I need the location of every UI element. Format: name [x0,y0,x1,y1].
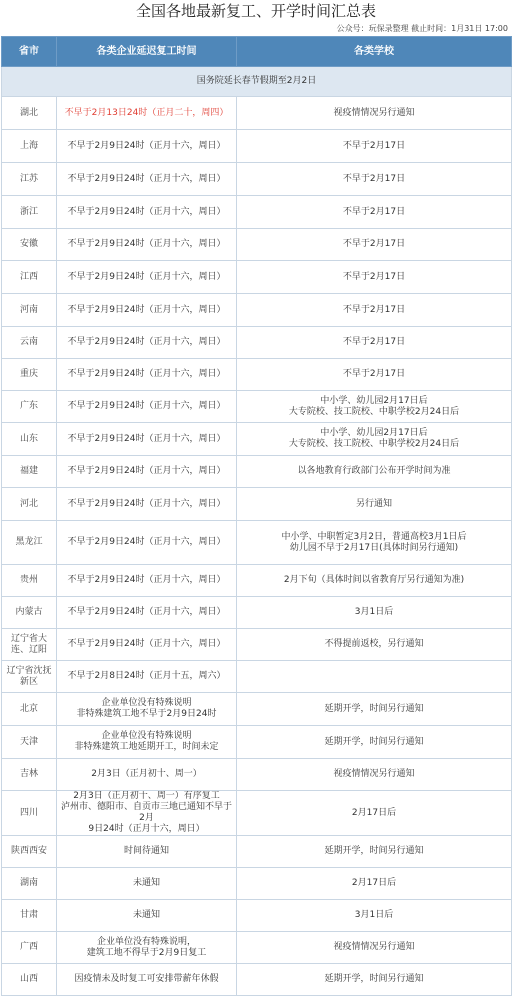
school-text: 不早于2月17日 [342,337,406,347]
table-row [2,836,512,868]
work-resume-text: 泸州市、德阳市、自贡市三地已通知不早于2月 [60,802,232,823]
province-cell: 辽宁省大连、辽阳 [2,629,57,661]
work-resume-text: 不早于2月9日24时（正月十六，周日） [67,607,226,617]
table-row [2,597,512,629]
province-cell: 重庆 [2,359,57,391]
table-row [2,97,512,130]
table-row [2,726,512,759]
province-cell: 江西 [2,261,57,294]
school-text: 延期开学，时间另行通知 [324,974,424,984]
work-resume-cell [57,521,237,565]
work-resume-cell [57,359,237,391]
table-header [2,37,512,67]
work-resume-text: 时间待通知 [123,846,169,856]
work-resume-text: 2月3日（正月初十、周一）有序复工 [73,791,220,801]
province-cell: 甘肃 [2,900,57,932]
school-cell [237,868,512,900]
table-row [2,791,512,836]
table-row [2,868,512,900]
school-text: 延期开学，时间另行通知 [324,846,424,856]
school-text: 视疫情情况另行通知 [333,942,415,952]
work-resume-cell [57,597,237,629]
work-resume-cell [57,423,237,456]
province-cell: 湖南 [2,868,57,900]
work-resume-text: 企业单位没有特殊说明 [101,698,192,708]
school-text: 2月17日后 [351,878,397,888]
header-school: 各类学校 [237,37,512,67]
province-cell: 北京 [2,693,57,726]
work-resume-cell [57,130,237,163]
province-cell: 贵州 [2,565,57,597]
school-text: 中小学、中职暂定3月2日，普通高校3月1日后 [281,531,467,542]
work-resume-text: 9日24时（正月十六，周日） [88,824,205,834]
school-text: 视疫情情况另行通知 [333,107,415,118]
province-cell: 福建 [2,456,57,488]
work-resume-text: 不早于2月9日24时（正月十六，周日） [67,575,226,585]
table-row [2,932,512,964]
work-resume-text: 不早于2月9日24时（正月十六，周日） [67,206,226,217]
work-resume-text: 2月3日（正月初十、周一） [91,769,202,779]
school-text: 不早于2月17日 [342,173,406,184]
work-resume-text: 不早于2月8日24时（正月十五，周六） [67,671,226,681]
school-text: 延期开学，时间另行通知 [324,703,424,714]
work-resume-cell [57,196,237,229]
work-resume-text: 不早于2月9日24时（正月十六，周日） [67,639,226,649]
work-resume-cell [57,261,237,294]
province-cell: 山东 [2,423,57,456]
school-cell [237,661,512,693]
table-row [2,423,512,456]
table-row [2,261,512,294]
school-cell [237,488,512,521]
school-cell [237,836,512,868]
school-cell [237,327,512,359]
work-resume-cell [57,932,237,964]
table-row [2,163,512,196]
school-text: 中小学、幼儿园2月17日后 [320,395,428,406]
work-resume-cell [57,294,237,327]
school-text: 不早于2月17日 [342,140,406,151]
school-text: 3月1日后 [354,910,394,920]
source-and-deadline: 公众号：玩保录整理 截止时间：1月31日 17:00 [336,24,508,33]
work-resume-cell [57,868,237,900]
school-text: 大专院校、技工院校、中职学校2月24日后 [288,439,460,449]
work-resume-text: 非特殊建筑工地不早于2月9日24时 [76,709,217,719]
work-resume-cell [57,229,237,261]
work-resume-cell [57,661,237,693]
header-province: 省市 [2,37,57,67]
province-cell: 河北 [2,488,57,521]
work-resume-cell [57,456,237,488]
work-resume-text: 未通知 [132,910,160,920]
province-cell: 四川 [2,791,57,836]
work-resume-cell [57,629,237,661]
province-cell: 云南 [2,327,57,359]
work-resume-cell [57,759,237,791]
school-cell [237,423,512,456]
work-resume-cell [57,488,237,521]
work-resume-text: 不早于2月9日24时（正月十六，周日） [67,239,226,249]
school-cell [237,964,512,996]
school-cell [237,521,512,565]
work-resume-text: 不早于2月9日24时（正月十六，周日） [67,369,226,379]
school-text: 以各地教育行政部门公布开学时间为准 [297,466,451,476]
work-resume-text: 不早于2月9日24时（正月十六，周日） [67,498,226,509]
summary-table [1,36,512,996]
school-text: 另行通知 [355,498,392,509]
school-cell [237,932,512,964]
school-cell [237,391,512,423]
province-cell: 辽宁省沈抚新区 [2,661,57,693]
work-resume-cell [57,565,237,597]
work-resume-cell [57,97,237,130]
province-cell: 河南 [2,294,57,327]
school-text: 不早于2月17日 [342,206,406,217]
school-cell [237,456,512,488]
province-cell: 广西 [2,932,57,964]
school-cell [237,759,512,791]
table-row [2,629,512,661]
work-resume-text: 不早于2月9日24时（正月十六，周日） [67,140,226,151]
work-resume-text: 不早于2月13日24时（正月二十，周四） [64,107,229,118]
work-resume-text: 不早于2月9日24时（正月十六，周日） [67,537,226,547]
school-text: 不早于2月17日 [342,304,406,315]
table-row [2,693,512,726]
table-row [2,521,512,565]
school-cell [237,900,512,932]
table-row [2,327,512,359]
work-resume-cell [57,327,237,359]
school-cell [237,565,512,597]
school-cell [237,229,512,261]
table-row [2,130,512,163]
school-cell [237,726,512,759]
province-cell: 江苏 [2,163,57,196]
school-text: 视疫情情况另行通知 [333,769,415,779]
table-row [2,900,512,932]
province-cell: 陕西西安 [2,836,57,868]
work-resume-cell [57,693,237,726]
school-text: 不早于2月17日 [342,271,406,282]
table-row [2,456,512,488]
work-resume-text: 不早于2月9日24时（正月十六，周日） [67,401,226,411]
school-cell [237,261,512,294]
work-resume-text: 不早于2月9日24时（正月十六，周日） [67,173,226,184]
school-text: 3月1日后 [354,607,394,617]
school-cell [237,791,512,836]
province-cell: 湖北 [2,97,57,130]
school-cell [237,97,512,130]
school-cell [237,294,512,327]
school-text: 延期开学，时间另行通知 [324,736,424,747]
province-cell: 广东 [2,391,57,423]
school-cell [237,196,512,229]
table-row [2,488,512,521]
table-row [2,759,512,791]
page-title: 全国各地最新复工、开学时间汇总表 [135,2,376,20]
work-resume-cell [57,791,237,836]
school-cell [237,163,512,196]
province-cell: 黑龙江 [2,521,57,565]
table-row [2,359,512,391]
table-row [2,294,512,327]
school-cell [237,693,512,726]
school-cell [237,359,512,391]
province-cell: 吉林 [2,759,57,791]
school-text: 大专院校、技工院校、中职学校2月24日后 [288,406,460,417]
table-row [2,196,512,229]
school-text: 2月17日后 [351,807,397,818]
work-resume-text: 企业单位没有特殊说明 [101,731,192,741]
province-cell: 天津 [2,726,57,759]
province-cell: 安徽 [2,229,57,261]
school-text: 不早于2月17日 [342,239,406,249]
province-cell: 内蒙古 [2,597,57,629]
work-resume-text: 未通知 [132,878,160,888]
school-cell [237,597,512,629]
work-resume-text: 非特殊建筑工地延期开工，时间未定 [74,742,219,752]
table-row [2,565,512,597]
school-cell [237,629,512,661]
notice-row [2,67,512,97]
table-row [2,964,512,996]
header-work-resume: 各类企业延迟复工时间 [57,37,237,67]
work-resume-text: 企业单位没有特殊说明， [96,936,196,947]
work-resume-text: 不早于2月9日24时（正月十六，周日） [67,337,226,347]
school-text: 幼儿园不早于2月17日(具体时间另行通知) [289,542,459,553]
work-resume-text: 不早于2月9日24时（正月十六，周日） [67,304,226,315]
work-resume-text: 不早于2月9日24时（正月十六，周日） [67,466,226,476]
work-resume-cell [57,964,237,996]
work-resume-text: 建筑工地不得早于2月9日复工 [86,947,207,958]
province-cell: 上海 [2,130,57,163]
province-cell: 浙江 [2,196,57,229]
table-row [2,391,512,423]
table-row [2,661,512,693]
work-resume-text: 不早于2月9日24时（正月十六，周日） [67,433,226,444]
work-resume-text: 不早于2月9日24时（正月十六，周日） [67,271,226,282]
work-resume-cell [57,726,237,759]
notice-text: 国务院延长春节假期至2月2日 [2,67,512,97]
work-resume-cell [57,391,237,423]
province-cell: 山西 [2,964,57,996]
school-text: 不早于2月17日 [342,369,406,379]
work-resume-cell [57,836,237,868]
school-text: 不得提前返校，另行通知 [324,639,424,649]
work-resume-cell [57,163,237,196]
work-resume-cell [57,900,237,932]
table-row [2,229,512,261]
school-text: 2月下旬（具体时间以省教育厅另行通知为准) [283,575,465,585]
school-text: 中小学、幼儿园2月17日后 [320,428,428,438]
work-resume-text: 因疫情未及时复工可安排带薪年休假 [74,974,219,984]
school-cell [237,130,512,163]
